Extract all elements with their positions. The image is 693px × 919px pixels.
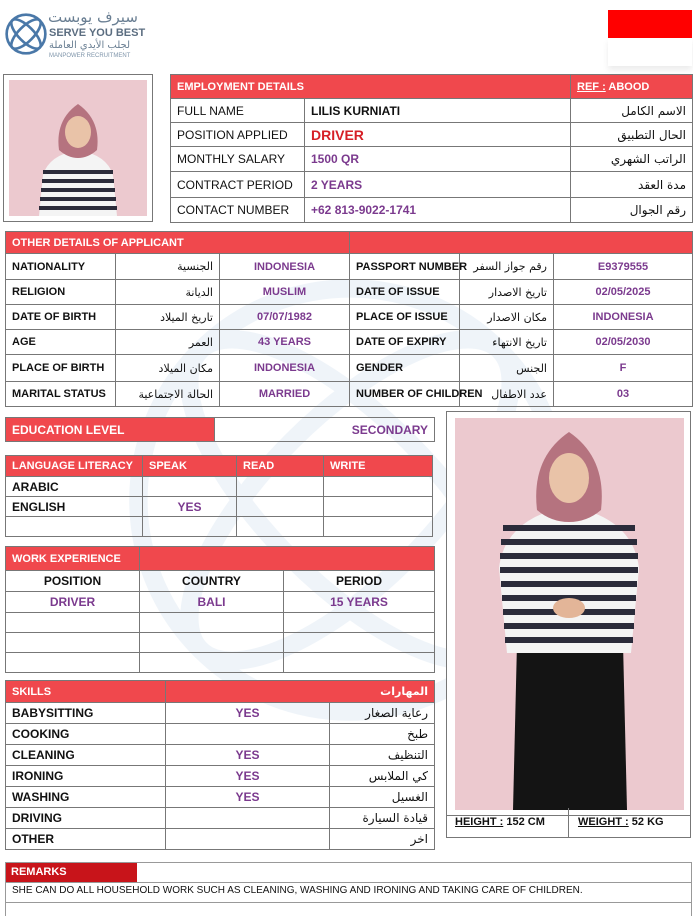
height-weight-divider	[568, 808, 569, 837]
applicant-photo-small	[3, 74, 153, 222]
employment-details-table	[170, 74, 693, 223]
work-period-header: PERIOD	[284, 571, 435, 592]
skill-ironing: IRONING	[6, 766, 166, 787]
language-arabic: ARABIC	[6, 477, 143, 497]
religion-value: MUSLIM	[220, 280, 350, 305]
passport-number-label: PASSPORT NUMBER	[350, 254, 460, 280]
position-applied-label: POSITION APPLIED	[171, 123, 305, 147]
brand-tagline: MANPOWER RECRUITMENT	[49, 53, 131, 59]
full-name-label: FULL NAME	[171, 99, 305, 123]
remarks-section	[5, 862, 692, 916]
skill-cleaning-arabic: التنظيف	[330, 745, 435, 766]
place-of-issue-arabic: مكان الاصدار	[460, 305, 554, 330]
flag-white-stripe	[608, 38, 692, 66]
age-label: AGE	[6, 330, 116, 355]
contract-period-value: 2 YEARS	[305, 172, 571, 198]
work-empty-cell	[284, 613, 435, 633]
work-country-value: BALI	[140, 592, 284, 613]
empty-speak	[143, 517, 237, 537]
skills-header-middle	[166, 681, 330, 703]
empty-read	[237, 517, 324, 537]
date-of-birth-arabic: تاريخ الميلاد	[116, 305, 220, 330]
full-name-arabic: الاسم الكامل	[571, 99, 693, 123]
person-portrait-icon	[9, 80, 147, 216]
skill-washing: WASHING	[6, 787, 166, 808]
work-empty-cell	[140, 613, 284, 633]
language-empty	[6, 517, 143, 537]
read-header: READ	[237, 456, 324, 477]
skill-washing-arabic: الغسيل	[330, 787, 435, 808]
date-of-expiry-label: DATE OF EXPIRY	[350, 330, 460, 355]
other-details-table	[5, 231, 693, 407]
nationality-label: NATIONALITY	[6, 254, 116, 280]
skill-other: OTHER	[6, 829, 166, 850]
work-experience-header: WORK EXPERIENCE	[6, 547, 140, 571]
monthly-salary-label: MONTHLY SALARY	[171, 147, 305, 172]
remarks-text: SHE CAN DO ALL HOUSEHOLD WORK SUCH AS CLEANING, WASHING AND IRONING AND TAKING CARE OF CHILDREN.	[5, 882, 692, 903]
date-of-issue-arabic: تاريخ الاصدار	[460, 280, 554, 305]
date-of-issue-value: 02/05/2025	[554, 280, 693, 305]
language-english: ENGLISH	[6, 497, 143, 517]
brand-logo	[4, 8, 154, 64]
speak-header: SPEAK	[143, 456, 237, 477]
education-level-value: SECONDARY	[215, 418, 435, 442]
arabic-write	[324, 477, 433, 497]
skill-ironing-arabic: كي الملابس	[330, 766, 435, 787]
country-flag	[608, 10, 692, 66]
skill-ironing-value: YES	[166, 766, 330, 787]
work-empty-cell	[140, 653, 284, 673]
place-of-birth-value: INDONESIA	[220, 355, 350, 382]
arabic-read	[237, 477, 324, 497]
nationality-value: INDONESIA	[220, 254, 350, 280]
remarks-header: REMARKS	[5, 863, 137, 882]
contract-period-arabic: مدة العقد	[571, 172, 693, 198]
height-label: HEIGHT :	[455, 816, 504, 828]
person-full-body-icon	[455, 418, 684, 810]
weight-field	[578, 816, 664, 828]
write-header: WRITE	[324, 456, 433, 477]
place-of-issue-value: INDONESIA	[554, 305, 693, 330]
contact-number-value: +62 813-9022-1741	[305, 198, 571, 223]
work-empty-cell	[284, 653, 435, 673]
work-position-value: DRIVER	[6, 592, 140, 613]
height-field	[455, 816, 545, 828]
work-period-value: 15 YEARS	[284, 592, 435, 613]
marital-status-value: MARRIED	[220, 382, 350, 407]
skills-header: SKILLS	[6, 681, 166, 703]
arabic-speak	[143, 477, 237, 497]
other-details-header-blank	[350, 232, 693, 254]
skill-other-arabic: اخر	[330, 829, 435, 850]
skill-cleaning-value: YES	[166, 745, 330, 766]
education-table	[5, 417, 435, 442]
work-empty-cell	[284, 633, 435, 653]
flag-red-stripe	[608, 10, 692, 38]
globe-logo-icon	[4, 12, 48, 56]
skill-other-value	[166, 829, 330, 850]
marital-status-arabic: الحالة الاجتماعية	[116, 382, 220, 407]
ref-cell	[571, 75, 693, 99]
full-name-value: LILIS KURNIATI	[305, 99, 571, 123]
ref-label: REF :	[577, 80, 606, 93]
nationality-arabic: الجنسية	[116, 254, 220, 280]
work-position-header: POSITION	[6, 571, 140, 592]
work-empty-cell	[6, 613, 140, 633]
passport-number-arabic: رقم جواز السفر	[460, 254, 554, 280]
measurements-box	[446, 808, 691, 838]
skill-babysitting: BABYSITTING	[6, 703, 166, 724]
height-value: 152 CM	[506, 816, 545, 828]
work-country-header: COUNTRY	[140, 571, 284, 592]
language-header: LANGUAGE LITERACY	[6, 456, 143, 477]
brand-arabic-tagline: لجلب الأيدي العاملة	[49, 40, 131, 51]
ref-value: ABOOD	[608, 80, 650, 93]
work-empty-cell	[6, 633, 140, 653]
other-details-header: OTHER DETAILS OF APPLICANT	[6, 232, 350, 254]
skill-babysitting-value: YES	[166, 703, 330, 724]
contact-number-arabic: رقم الجوال	[571, 198, 693, 223]
position-applied-arabic: الحال التطبيق	[571, 123, 693, 147]
applicant-photo-large	[446, 411, 691, 816]
age-value: 43 YEARS	[220, 330, 350, 355]
brand-name: SERVE YOU BEST	[49, 27, 146, 39]
date-of-birth-value: 07/07/1982	[220, 305, 350, 330]
brand-arabic-name: سيرف يوبست	[48, 8, 138, 26]
skill-cooking-arabic: طبخ	[330, 724, 435, 745]
skill-driving-value	[166, 808, 330, 829]
number-of-children-arabic: عدد الاطفال	[460, 382, 554, 407]
work-experience-header-blank	[140, 547, 435, 571]
english-write	[324, 497, 433, 517]
skill-cleaning: CLEANING	[6, 745, 166, 766]
passport-number-value: E9379555	[554, 254, 693, 280]
position-applied-value: DRIVER	[305, 123, 571, 147]
skill-cooking-value	[166, 724, 330, 745]
contact-number-label: CONTACT NUMBER	[171, 198, 305, 223]
skill-driving-arabic: قيادة السيارة	[330, 808, 435, 829]
date-of-expiry-arabic: تاريخ الانتهاء	[460, 330, 554, 355]
english-read	[237, 497, 324, 517]
contract-period-label: CONTRACT PERIOD	[171, 172, 305, 198]
skill-driving: DRIVING	[6, 808, 166, 829]
age-arabic: العمر	[116, 330, 220, 355]
place-of-birth-label: PLACE OF BIRTH	[6, 355, 116, 382]
work-empty-cell	[6, 653, 140, 673]
skill-washing-value: YES	[166, 787, 330, 808]
gender-arabic: الجنس	[460, 355, 554, 382]
place-of-birth-arabic: مكان الميلاد	[116, 355, 220, 382]
work-empty-cell	[140, 633, 284, 653]
monthly-salary-arabic: الراتب الشهري	[571, 147, 693, 172]
gender-value: F	[554, 355, 693, 382]
weight-value: 52 KG	[631, 816, 664, 828]
weight-label: WEIGHT :	[578, 816, 629, 828]
education-level-label: EDUCATION LEVEL	[6, 418, 215, 442]
number-of-children-label: NUMBER OF CHILDREN	[350, 382, 460, 407]
place-of-issue-label: PLACE OF ISSUE	[350, 305, 460, 330]
skill-cooking: COOKING	[6, 724, 166, 745]
skill-babysitting-arabic: رعاية الصغار	[330, 703, 435, 724]
religion-arabic: الديانة	[116, 280, 220, 305]
date-of-birth-label: DATE OF BIRTH	[6, 305, 116, 330]
religion-label: RELIGION	[6, 280, 116, 305]
monthly-salary-value: 1500 QR	[305, 147, 571, 172]
number-of-children-value: 03	[554, 382, 693, 407]
skills-table	[5, 680, 435, 850]
date-of-issue-label: DATE OF ISSUE	[350, 280, 460, 305]
marital-status-label: MARITAL STATUS	[6, 382, 116, 407]
work-experience-table	[5, 546, 435, 673]
date-of-expiry-value: 02/05/2030	[554, 330, 693, 355]
english-speak: YES	[143, 497, 237, 517]
gender-label: GENDER	[350, 355, 460, 382]
language-literacy-table	[5, 455, 433, 537]
remarks-blank-line	[5, 903, 692, 916]
employment-details-header: EMPLOYMENT DETAILS	[171, 75, 571, 99]
empty-write	[324, 517, 433, 537]
skills-header-arabic: المهارات	[330, 681, 435, 703]
